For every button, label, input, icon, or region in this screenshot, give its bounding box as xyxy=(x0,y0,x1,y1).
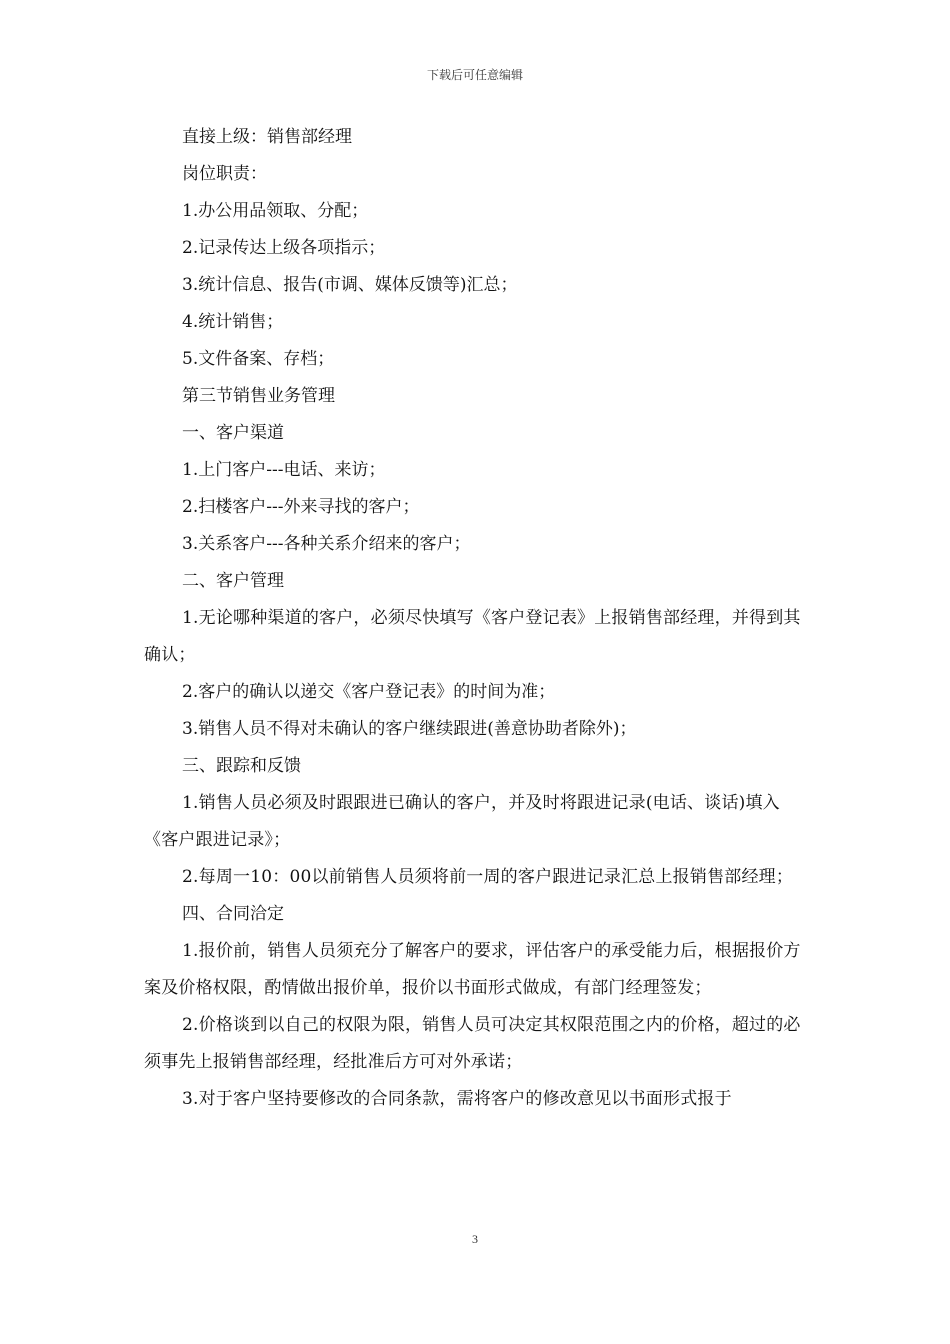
paragraph-supervisor: 直接上级：销售部经理 xyxy=(182,127,352,147)
page-header: 下载后可任意编辑 xyxy=(426,68,523,82)
paragraph-contract-2: 2.价格谈到以自己的权限为限，销售人员可决定其权限范围之内的价格，超过的必须事先上报销售部经理，经批准后方可对外承诺； xyxy=(144,1015,801,1072)
paragraph-contract-3: 3.对于客户坚持要修改的合同条款，需将客户的修改意见以书面形式报于 xyxy=(182,1089,732,1109)
paragraph-duty-2: 2.记录传达上级各项指示； xyxy=(182,238,386,258)
paragraph-duty-3: 3.统计信息、报告(市调、媒体反馈等)汇总； xyxy=(182,275,518,295)
document-body xyxy=(144,119,806,1118)
paragraph-contract-1: 1.报价前，销售人员须充分了解客户的要求，评估客户的承受能力后，根据报价方案及价格权限，酌情做出报价单，报价以书面形式做成，有部门经理签发； xyxy=(144,941,801,998)
paragraph-duty-4: 4.统计销售； xyxy=(182,312,284,332)
subsection-heading-management: 二、客户管理 xyxy=(182,571,284,591)
paragraph-duty-1: 1.办公用品领取、分配； xyxy=(182,201,369,221)
paragraph-duties-heading: 岗位职责： xyxy=(182,164,267,184)
paragraph-duty-5: 5.文件备案、存档； xyxy=(182,349,335,369)
paragraph-channel-3: 3.关系客户---各种关系介绍来的客户； xyxy=(182,534,471,554)
section-heading: 第三节销售业务管理 xyxy=(182,386,335,406)
paragraph-management-3: 3.销售人员不得对未确认的客户继续跟进(善意协助者除外)； xyxy=(182,719,637,739)
paragraph-channel-1: 1.上门客户---电话、来访； xyxy=(182,460,386,480)
paragraph-tracking-1: 1.销售人员必须及时跟跟进已确认的客户，并及时将跟进记录(电话、谈话)填入《客户跟进记录》； xyxy=(144,793,780,850)
page-number: 3 xyxy=(472,1232,478,1246)
paragraph-management-2: 2.客户的确认以递交《客户登记表》的时间为准； xyxy=(182,682,556,702)
paragraph-management-1: 1.无论哪种渠道的客户，必须尽快填写《客户登记表》上报销售部经理，并得到其确认； xyxy=(144,608,801,665)
paragraph-channel-2: 2.扫楼客户---外来寻找的客户； xyxy=(182,497,420,517)
subsection-heading-tracking: 三、跟踪和反馈 xyxy=(182,756,301,776)
paragraph-tracking-2: 2.每周一10：00以前销售人员须将前一周的客户跟进记录汇总上报销售部经理； xyxy=(182,867,794,887)
subsection-heading-channels: 一、客户渠道 xyxy=(182,423,284,443)
subsection-heading-contract: 四、合同洽定 xyxy=(182,904,284,924)
